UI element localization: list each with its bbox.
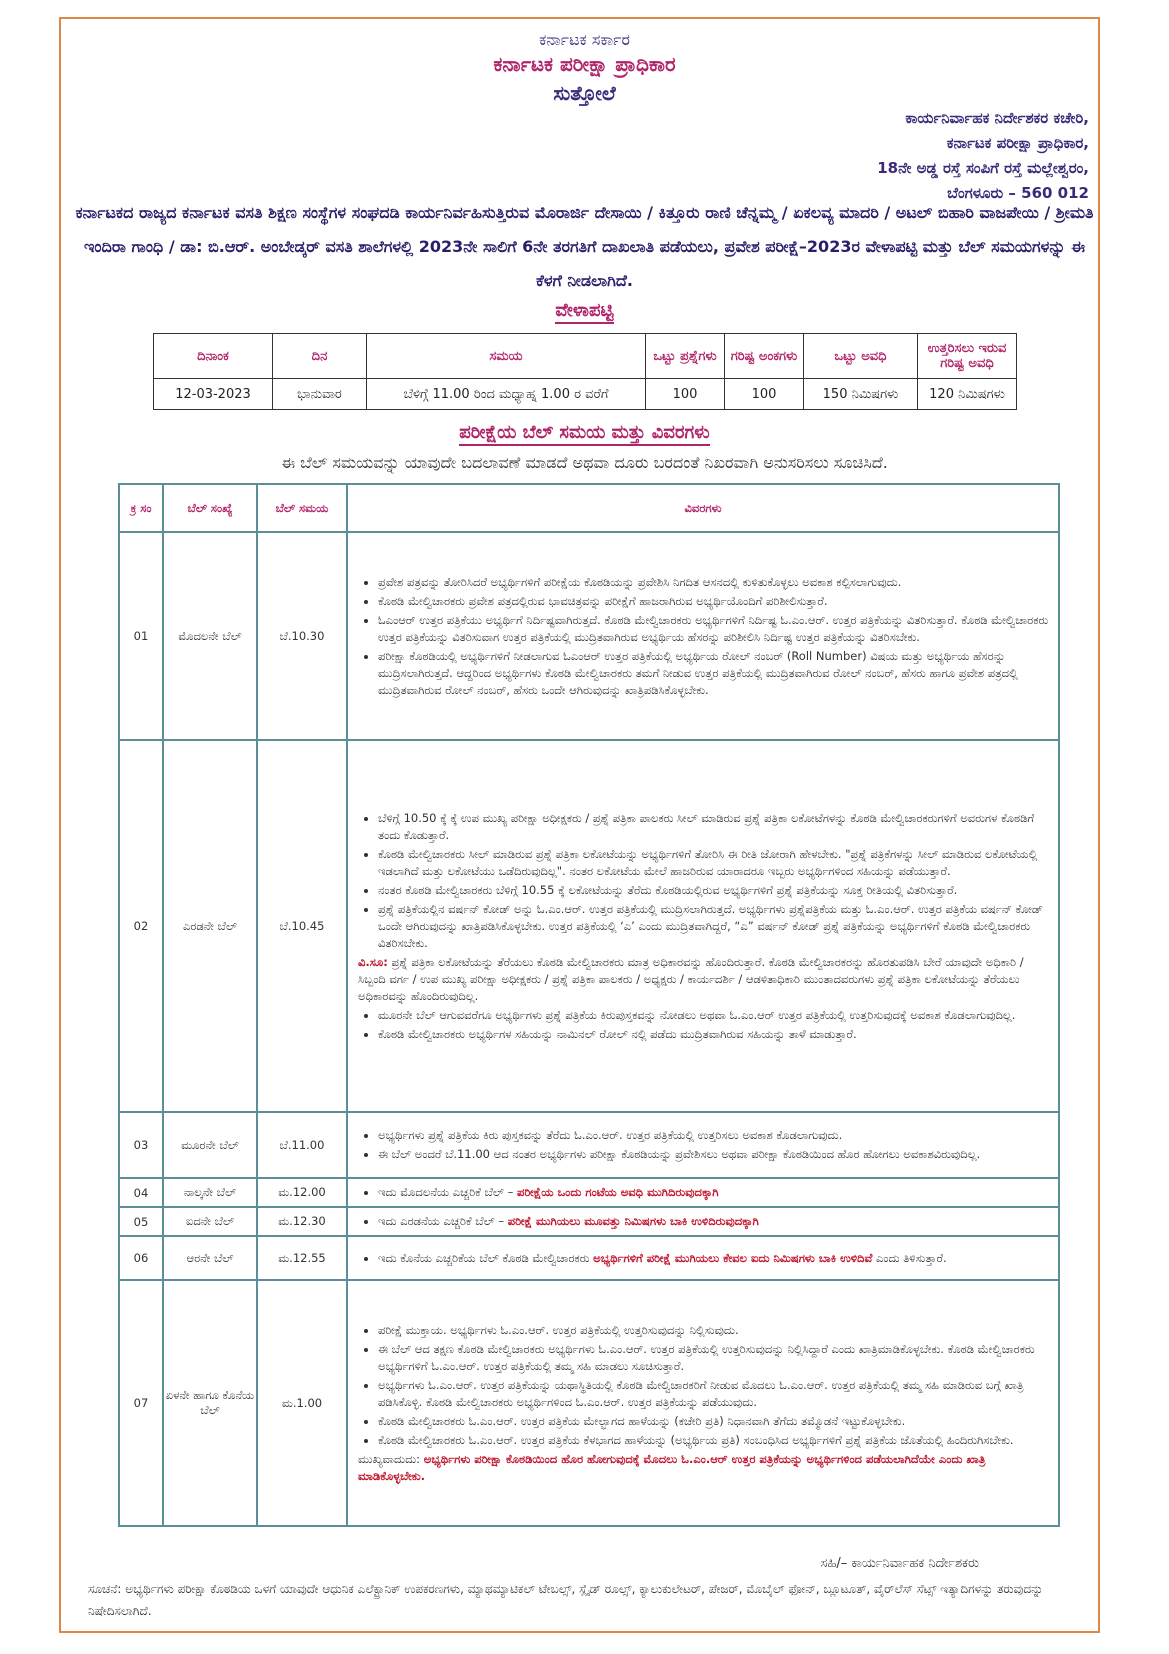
important-note <box>358 1451 1052 1485</box>
table-row <box>119 740 1059 1112</box>
cell-no: 07 <box>119 1280 163 1526</box>
address-line: 18ನೇ ಅಡ್ಡ ರಸ್ತೆ ಸಂಪಿಗೆ ರಸ್ತೆ ಮಲ್ಲೇಶ್ವರಂ, <box>877 159 1089 177</box>
office-address <box>877 106 1089 206</box>
cell-details <box>347 1280 1059 1526</box>
authority-name: ಕರ್ನಾಟಕ ಪರೀಕ್ಷಾ ಪ್ರಾಧಿಕಾರ <box>493 52 676 76</box>
list-item: • ಪರೀಕ್ಷಾ ಕೊಠಡಿಯಲ್ಲಿ ಅಭ್ಯರ್ಥಿಗಳಿಗೆ ನೀಡಲಾಗುವ ಓಎಂಆರ್ ಉತ್ತರ ಪತ್ರಿಕೆಯಲ್ಲಿ ಅಭ್ಯರ್ಥಿಯ ರೋಲ್ ನಂಬರ್ (Roll Number) ವಿಷಯ ಮತ್ತು ಅಭ್ಯರ್ಥಿಯ ಹೆಸರನ್ನು ಮುದ್ರಿಸಲಾಗಿರುತ್ತದೆ. ಆದ್ದರಿಂದ ಅಭ್ಯರ್ಥಿಗಳು ಕೊಠಡಿ ಮೇಲ್ವಿಚಾರಕರು ತಮಗೆ ನೀಡುವ ಉತ್ತರ ಪತ್ರಿಕೆಯಲ್ಲಿ ಮುದ್ರಿತವಾಗಿರುವ ರೋಲ್ ನಂಬರ್, ಹೆಸರು ಹಾಗೂ ಪ್ರವೇಶ ಪತ್ರದಲ್ಲಿ ಮುದ್ರಿತವಾಗಿರುವ ರೋಲ್ ನಂಬರ್, ಹೆಸರು ಒಂದೇ ಆಗಿರುವುದನ್ನು ಖಾತ್ರಿಪಡಿಸಿಕೊಳ್ಳಬೇಕು. <box>378 648 1052 699</box>
cell-day: ಭಾನುವಾರ <box>273 379 367 410</box>
list-item: • ಮೂರನೇ ಬೆಲ್ ಆಗುವವರೆಗೂ ಅಭ್ಯರ್ಥಿಗಳು ಪ್ರಶ್ನೆ ಪತ್ರಿಕೆಯ ಕಿರುಪುಸ್ತಕವನ್ನು ನೋಡಲು ಅಥವಾ ಓ.ಎಂ.ಆರ್ ಉತ್ತರ ಪತ್ರಿಕೆಯಲ್ಲಿ ಉತ್ತರಿಸುವುದಕ್ಕೆ ಅವಕಾಶ ಕೊಡಲಾಗುವುದಿಲ್ಲ. <box>378 1007 1052 1024</box>
cell-bell: ಏಳನೇ ಹಾಗೂ ಕೊನೆಯ ಬೆಲ್ <box>163 1280 257 1526</box>
alert-text: ಪರೀಕ್ಷೆಯ ಒಂದು ಗಂಟೆಯ ಅವಧಿ ಮುಗಿದಿರುವುದಕ್ಕಾಗಿ <box>517 1185 719 1199</box>
special-note <box>358 954 1052 1005</box>
cell-no: 04 <box>119 1178 163 1207</box>
list-item: • ಕೊಠಡಿ ಮೇಲ್ವಿಚಾರಕರು ಸೀಲ್ ಮಾಡಿರುವ ಪ್ರಶ್ನೆ ಪತ್ರಿಕಾ ಲಕೋಟೆಯನ್ನು ಅಭ್ಯರ್ಥಿಗಳಿಗೆ ತೋರಿಸಿ ಈ ರೀತಿ ಜೋರಾಗಿ ಹೇಳಬೇಕು. "ಪ್ರಶ್ನೆ ಪತ್ರಿಕೆಗಳನ್ನು ಸೀಲ್ ಮಾಡಿರುವ ಲಕೋಟೆಯಲ್ಲಿ ಇಡಲಾಗಿದೆ ಮತ್ತು ಲಕೋಟೆಯು ಒಡೆದಿರುವುದಿಲ್ಲ". ನಂತರ ಲಕೋಟೆಯ ಮೇಲೆ ಹಾಜರಿರುವ ಯಾರಾದರೂ ಇಬ್ಬರು ಅಭ್ಯರ್ಥಿಗಳಿಂದ ಸಹಿಯನ್ನು ಪಡೆಯುತ್ತಾರೆ. <box>378 846 1052 880</box>
table-row <box>154 379 1017 410</box>
list-item: • ಈ ಬೆಲ್ ಆದ ತಕ್ಷಣ ಕೊಠಡಿ ಮೇಲ್ವಿಚಾರಕರು ಅಭ್ಯರ್ಥಿಗಳು ಓ.ಎಂ.ಆರ್. ಉತ್ತರ ಪತ್ರಿಕೆಯಲ್ಲಿ ಉತ್ತರಿಸುವುದನ್ನು ನಿಲ್ಲಿಸಿದ್ದಾರೆ ಎಂದು ಖಾತ್ರಿಮಾಡಿಕೊಳ್ಳಬೇಕು. ಕೊಠಡಿ ಮೇಲ್ವಿಚಾರಕರು ಅಭ್ಯರ್ಥಿಗಳಿಗೆ ಓ.ಎಂ.ಆರ್. ಉತ್ತರ ಪತ್ರಿಕೆಯಲ್ಲಿ ತಮ್ಮ ಸಹಿ ಮಾಡಲು ಸೂಚಿಸುತ್ತಾರೆ. <box>378 1341 1052 1375</box>
table-row <box>119 532 1059 740</box>
table-row <box>119 1112 1059 1178</box>
col-header: ದಿನಾಂಕ <box>154 334 273 379</box>
list-item: • ಕೊಠಡಿ ಮೇಲ್ವಿಚಾರಕರು ಅಭ್ಯರ್ಥಿಗಳ ಸಹಿಯನ್ನು ನಾಮಿನಲ್ ರೋಲ್ ನಲ್ಲಿ ಪಡೆದು ಮುದ್ರಿತವಾಗಿರುವ ಸಹಿಯನ್ನು ತಾಳೆ ಮಾಡುತ್ತಾರೆ. <box>378 1026 1052 1043</box>
cell-bell: ಆರನೇ ಬೆಲ್ <box>163 1236 257 1280</box>
list-item: • ಬೆಳಿಗ್ಗೆ 10.50 ಕ್ಕೆ ಕ್ಕೆ ಉಪ ಮುಖ್ಯ ಪರೀಕ್ಷಾ ಅಧೀಕ್ಷಕರು / ಪ್ರಶ್ನೆ ಪತ್ರಿಕಾ ಪಾಲಕರು ಸೀಲ್ ಮಾಡಿರುವ ಪ್ರಶ್ನೆ ಪತ್ರಿಕಾ ಲಕೋಟೆಗಳನ್ನು ಕೊಠಡಿ ಮೇಲ್ವಿಚಾರಕರುಗಳಿಗೆ ಅವರುಗಳ ಕೊಠಡಿಗೆ ತಂದು ಕೊಡುತ್ತಾರೆ. <box>378 810 1052 844</box>
cell-questions: 100 <box>646 379 725 410</box>
important-text: ಅಭ್ಯರ್ಥಿಗಳು ಪರೀಕ್ಷಾ ಕೊಠಡಿಯಿಂದ ಹೊರ ಹೋಗುವುದಕ್ಕೆ ಮೊದಲು ಓ.ಎಂ.ಆರ್ ಉತ್ತರ ಪತ್ರಿಕೆಯನ್ನು ಅಭ್ಯರ್ಥಿಗಳಿಂದ ಪಡೆಯಲಾಗಿದೆಯೇ ಎಂದು ಖಾತ್ರಿ ಮಾಡಿಕೊಳ್ಳಬೇಕು. <box>358 1451 986 1483</box>
address-line: ಕಾರ್ಯನಿರ್ವಾಹಕ ನಿರ್ದೇಶಕರ ಕಚೇರಿ, <box>905 109 1089 127</box>
bell-table <box>118 483 1060 1527</box>
circular-title: ಸುತ್ತೋಲೆ <box>553 81 616 105</box>
list-item: • ಕೊಠಡಿ ಮೇಲ್ವಿಚಾರಕರು ಓ.ಎಂ.ಆರ್. ಉತ್ತರ ಪತ್ರಿಕೆಯ ಕೆಳಭಾಗದ ಹಾಳೆಯನ್ನು (ಅಭ್ಯರ್ಥಿಯ ಪ್ರತಿ) ಸಂಬಂಧಿಸಿದ ಅಭ್ಯರ್ಥಿಗಳಿಗೆ ಪ್ರಶ್ನೆ ಪತ್ರಿಕೆಯ ಜೊತೆಯಲ್ಲಿ ಹಿಂದಿರುಗಿಸಬೇಕು. <box>378 1432 1052 1449</box>
table-row <box>119 1178 1059 1207</box>
list-item: • ನಂತರ ಕೊಠಡಿ ಮೇಲ್ವಿಚಾರಕರು ಬೆಳಿಗ್ಗೆ 10.55 ಕ್ಕೆ ಲಕೋಟೆಯನ್ನು ತೆರೆದು ಕೊಠಡಿಯಲ್ಲಿರುವ ಅಭ್ಯರ್ಥಿಗಳಿಗೆ ಪ್ರಶ್ನೆ ಪತ್ರಿಕೆಯನ್ನು ಸೂಕ್ತ ರೀತಿಯಲ್ಲಿ ವಿತರಿಸುತ್ತಾರೆ. <box>378 882 1052 899</box>
cell-time: ಬೆ.11.00 <box>257 1112 347 1178</box>
bell-header-row <box>119 484 1059 532</box>
cell-details <box>347 740 1059 1112</box>
address-line: ಕರ್ನಾಟಕ ಪರೀಕ್ಷಾ ಪ್ರಾಧಿಕಾರ, <box>946 134 1089 152</box>
list-item: • ಪರೀಕ್ಷೆ ಮುಕ್ತಾಯ. ಅಭ್ಯರ್ಥಿಗಳು ಓ.ಎಂ.ಆರ್. ಉತ್ತರ ಪತ್ರಿಕೆಯಲ್ಲಿ ಉತ್ತರಿಸುವುದನ್ನು ನಿಲ್ಲಿಸುವುದು. <box>378 1322 1052 1339</box>
cell-no: 06 <box>119 1236 163 1280</box>
bell-section-title: ಪರೀಕ್ಷೆಯ ಬೆಲ್ ಸಮಯ ಮತ್ತು ವಿವರಗಳು <box>0 422 1169 443</box>
cell-details <box>347 1112 1059 1178</box>
govt-name: ಕರ್ನಾಟಕ ಸರ್ಕಾರ <box>539 30 630 49</box>
cell-bell: ಐದನೇ ಬೆಲ್ <box>163 1207 257 1236</box>
cell-answer-duration: 120 ನಿಮಿಷಗಳು <box>918 379 1017 410</box>
bell-note: ಈ ಬೆಲ್ ಸಮಯವನ್ನು ಯಾವುದೇ ಬದಲಾವಣೆ ಮಾಡದೆ ಅಥವಾ ದೂರು ಬರದಂತೆ ನಿಖರವಾಗಿ ಅನುಸರಿಸಲು ಸೂಚಿಸಿದೆ. <box>281 453 888 472</box>
cell-time: ಮ.12.00 <box>257 1178 347 1207</box>
cell-details <box>347 532 1059 740</box>
cell-time: ಬೆ.10.45 <box>257 740 347 1112</box>
timetable-header-row <box>154 334 1017 379</box>
cell-bell: ಮೂರನೇ ಬೆಲ್ <box>163 1112 257 1178</box>
timetable-table <box>153 333 1017 410</box>
list-item: • ಓಎಂಆರ್ ಉತ್ತರ ಪತ್ರಿಕೆಯು ಅಭ್ಯರ್ಥಿಗೆ ನಿರ್ದಿಷ್ಟವಾಗಿರುತ್ತದೆ. ಕೊಠಡಿ ಮೇಲ್ವಿಚಾರಕರು ಅಭ್ಯರ್ಥಿಗಳಿಗೆ ನಿರ್ದಿಷ್ಟ ಓ.ಎಂ.ಆರ್. ಉತ್ತರ ಪತ್ರಿಕೆಯನ್ನು ವಿತರಿಸುತ್ತಾರೆ. ಕೊಠಡಿ ಮೇಲ್ವಿಚಾರಕರು ಉತ್ತರ ಪತ್ರಿಕೆಯನ್ನು ವಿತರಿಸುವಾಗ ಉತ್ತರ ಪತ್ರಿಕೆಯಲ್ಲಿ ಮುದ್ರಿತವಾಗಿರುವ ಅಭ್ಯರ್ಥಿಯ ಹೆಸರನ್ನು ಪರಿಶೀಲಿಸಿ ನಿರ್ದಿಷ್ಟ ಉತ್ತರ ಪತ್ರಿಕೆಯನ್ನು ವಿತರಿಸಬೇಕು. <box>378 612 1052 646</box>
list-item: • ಕೊಠಡಿ ಮೇಲ್ವಿಚಾರಕರು ಓ.ಎಂ.ಆರ್. ಉತ್ತರ ಪತ್ರಿಕೆಯ ಮೇಲ್ಭಾಗದ ಹಾಳೆಯನ್ನು (ಕಚೇರಿ ಪ್ರತಿ) ನಿಧಾನವಾಗಿ ತೆಗೆದು ತಮ್ಮೊಡನೆ ಇಟ್ಟುಕೊಳ್ಳಬೇಕು. <box>378 1413 1052 1430</box>
important-label: ಮುಖ್ಯವಾದುದು: <box>358 1451 421 1466</box>
cell-bell: ನಾಲ್ಕನೇ ಬೆಲ್ <box>163 1178 257 1207</box>
col-header: ಸಮಯ <box>367 334 646 379</box>
col-header: ಬೆಲ್ ಸಂಖ್ಯೆ <box>163 484 257 532</box>
cell-no: 02 <box>119 740 163 1112</box>
col-header: ಒಟ್ಟು ಪ್ರಶ್ನೆಗಳು <box>646 334 725 379</box>
footer-note: ಸೂಚನೆ: ಅಭ್ಯರ್ಥಿಗಳು ಪರೀಕ್ಷಾ ಕೊಠಡಿಯ ಒಳಗೆ ಯಾವುದೇ ಆಧುನಿಕ ಎಲೆಕ್ಟ್ರಾನಿಕ್ ಉಪಕರಣಗಳು, ಮ್ಯಾಥಮ್ಯಾಟಿಕಲ್ ಟೇಬಲ್ಸ್, ಸ್ಲೈಡ್ ರೂಲ್ಸ್, ಕ್ಯಾಲುಕುಲೇಟರ್, ಪೇಜರ್, ಮೊಬೈಲ್ ಫೋನ್, ಬ್ಲೂಟೂತ್, ವೈರ್‌ಲೆಸ್ ಸೆಟ್ಸ್ ಇತ್ಯಾದಿಗಳನ್ನು ತರುವುದನ್ನು ನಿಷೇದಿಸಲಾಗಿದೆ. <box>88 1582 1044 1618</box>
list-item: • ಈ ಬೆಲ್ ಅಂದರೆ ಬೆ.11.00 ಆದ ನಂತರ ಅಭ್ಯರ್ಥಿಗಳು ಪರೀಕ್ಷಾ ಕೊಠಡಿಯನ್ನು ಪ್ರವೇಶಿಸಲು ಅಥವಾ ಪರೀಕ್ಷಾ ಕೊಠಡಿಯಿಂದ ಹೊರ ಹೋಗಲು ಅವಕಾಶವಿರುವುದಿಲ್ಲ. <box>378 1146 1052 1163</box>
cell-time: ಮ.12.55 <box>257 1236 347 1280</box>
col-header: ಉತ್ತರಿಸಲು ಇರುವ ಗರಿಷ್ಟ ಅವಧಿ <box>918 334 1017 379</box>
timetable-title: ವೇಳಾಪಟ್ಟಿ <box>0 300 1169 321</box>
cell-no: 01 <box>119 532 163 740</box>
cell-total-duration: 150 ನಿಮಿಷಗಳು <box>804 379 918 410</box>
col-header: ಕ್ರ ಸಂ <box>119 484 163 532</box>
special-label: ವಿ.ಸೂ: <box>358 954 388 969</box>
cell-time: ಬೆಳಿಗ್ಗೆ 11.00 ರಿಂದ ಮಧ್ಯಾಹ್ನ 1.00 ರ ವರೆಗೆ <box>367 379 646 410</box>
table-row <box>119 1280 1059 1526</box>
cell-marks: 100 <box>725 379 804 410</box>
cell-time: ಬೆ.10.30 <box>257 532 347 740</box>
list-item: • ಪ್ರಶ್ನೆ ಪತ್ರಿಕೆಯಲ್ಲಿನ ವರ್ಷನ್ ಕೋಡ್ ಅನ್ನು ಓ.ಎಂ.ಆರ್. ಉತ್ತರ ಪತ್ರಿಕೆಯಲ್ಲಿ ಮುದ್ರಿಸಲಾಗಿರುತ್ತದೆ. ಅಭ್ಯರ್ಥಿಗಳು ಪ್ರಶ್ನೆಪತ್ರಿಕೆಯ ಮತ್ತು ಓ.ಎಂ.ಆರ್. ಉತ್ತರ ಪತ್ರಿಕೆಯ ವರ್ಷನ್ ಕೋಡ್ ಒಂದೇ ಆಗಿರುವುದನ್ನು ಖಾತ್ರಿಪಡಿಸಿಕೊಳ್ಳಬೇಕು. ಉತ್ತರ ಪತ್ರಿಕೆಯಲ್ಲಿ ‘ಎ’ ಎಂದು ಮುದ್ರಿತವಾಗಿದ್ದರೆ, “ಎ” ವರ್ಷನ್ ಕೋಡ್ ಪ್ರಶ್ನೆ ಪತ್ರಿಕೆಯನ್ನು ಅಭ್ಯರ್ಥಿಗಳಿಗೆ ಕೊಠಡಿ ಮೇಲ್ವಿಚಾರಕರು ವಿತರಿಸಬೇಕು. <box>378 901 1052 952</box>
list-item: • ಅಭ್ಯರ್ಥಿಗಳು ಓ.ಎಂ.ಆರ್. ಉತ್ತರ ಪತ್ರಿಕೆಯನ್ನು ಯಥಾಸ್ಥಿತಿಯಲ್ಲಿ ಕೊಠಡಿ ಮೇಲ್ವಿಚಾರಕರಿಗೆ ನೀಡುವ ಮೊದಲು ಓ.ಎಂ.ಆರ್. ಉತ್ತರ ಪತ್ರಿಕೆಯಲ್ಲಿ ತಮ್ಮ ಸಹಿ ಮಾಡಿರುವ ಬಗ್ಗೆ ಖಾತ್ರಿ ಪಡಿಸಿಕೊಳ್ಳಿ. ಕೊಠಡಿ ಮೇಲ್ವಿಚಾರಕರು ಅಭ್ಯರ್ಥಿಗಳಿಂದ ಓ.ಎಂ.ಆರ್. ಉತ್ತರ ಪತ್ರಿಕೆಯನ್ನು ಪಡೆಯುವುದು. <box>378 1377 1052 1411</box>
intro-paragraph: ಕರ್ನಾಟಕದ ರಾಜ್ಯದ ಕರ್ನಾಟಕ ವಸತಿ ಶಿಕ್ಷಣ ಸಂಸ್ಥೆಗಳ ಸಂಘದಡಿ ಕಾರ್ಯನಿರ್ವಹಿಸುತ್ತಿರುವ ಮೊರಾರ್ಜಿ ದೇಸಾಯಿ / ಕಿತ್ತೂರು ರಾಣಿ ಚೆನ್ನಮ್ಮ / ಏಕಲವ್ಯ ಮಾದರಿ / ಅಟಲ್ ಬಿಹಾರಿ ವಾಜಪೇಯಿ / ಶ್ರೀಮತಿ ಇಂದಿರಾ ಗಾಂಧಿ / ಡಾ: ಬಿ.ಆರ್. ಅಂಬೇಡ್ಕರ್ ವಸತಿ ಶಾಲೆಗಳಲ್ಲಿ 2023ನೇ ಸಾಲಿಗೆ 6ನೇ ತರಗತಿಗೆ ದಾಖಲಾತಿ ಪಡೆಯಲು, ಪ್ರವೇಶ ಪರೀಕ್ಷೆ–2023ರ ವೇಳಾಪಟ್ಟಿ ಮತ್ತು ಬೆಲ್ ಸಮಯಗಳನ್ನು ಈ ಕೆಳಗೆ ನೀಡಲಾಗಿದೆ. <box>75 203 1094 290</box>
list-item: • ಕೊಠಡಿ ಮೇಲ್ವಿಚಾರಕರು ಪ್ರವೇಶ ಪತ್ರದಲ್ಲಿರುವ ಭಾವಚಿತ್ರವನ್ನು ಪರೀಕ್ಷೆಗೆ ಹಾಜರಾಗಿರುವ ಅಭ್ಯರ್ಥಿಯೊಂದಿಗೆ ಪರಿಶೀಲಿಸುತ್ತಾರೆ. <box>378 593 1052 610</box>
list-item: • ಇದು ಮೊದಲನೆಯ ಎಚ್ಚರಿಕೆ ಬೆಲ್ – ಪರೀಕ್ಷೆಯ ಒಂದು ಗಂಟೆಯ ಅವಧಿ ಮುಗಿದಿರುವುದಕ್ಕಾಗಿ <box>378 1184 1052 1201</box>
alert-text: ಅಭ್ಯರ್ಥಿಗಳಿಗೆ ಪರೀಕ್ಷೆ ಮುಗಿಯಲು ಕೇವಲ ಐದು ನಿಮಿಷಗಳು ಬಾಕಿ ಉಳಿದಿವೆ <box>593 1250 873 1265</box>
col-header: ಗರಿಷ್ಟ ಅಂಕಗಳು <box>725 334 804 379</box>
cell-no: 05 <box>119 1207 163 1236</box>
cell-details <box>347 1207 1059 1236</box>
col-header: ವಿವರಗಳು <box>347 484 1059 532</box>
list-item: • ಅಭ್ಯರ್ಥಿಗಳು ಪ್ರಶ್ನೆ ಪತ್ರಿಕೆಯ ಕಿರು ಪುಸ್ತಕವನ್ನು ತೆರೆದು ಓ.ಎಂ.ಆರ್. ಉತ್ತರ ಪತ್ರಿಕೆಯಲ್ಲಿ ಉತ್ತರಿಸಲು ಅವಕಾಶ ಕೊಡಲಾಗುವುದು. <box>378 1127 1052 1144</box>
signature: ಸಹಿ/– ಕಾರ್ಯನಿರ್ವಾಹಕ ನಿರ್ದೇಶಕರು <box>820 1556 979 1571</box>
col-header: ಒಟ್ಟು ಅವಧಿ <box>804 334 918 379</box>
address-line: ಬೆಂಗಳೂರು – 560 012 <box>947 184 1089 202</box>
cell-date: 12-03-2023 <box>154 379 273 410</box>
list-item: • ಪ್ರವೇಶ ಪತ್ರವನ್ನು ತೋರಿಸಿದರೆ ಅಭ್ಯರ್ಥಿಗಳಿಗೆ ಪರೀಕ್ಷೆಯ ಕೊಠಡಿಯನ್ನು ಪ್ರವೇಶಿಸಿ ನಿಗದಿತ ಆಸನದಲ್ಲಿ ಕುಳಿತುಕೊಳ್ಳಲು ಅವಕಾಶ ಕಲ್ಪಿಸಲಾಗುವುದು. <box>378 574 1052 591</box>
col-header: ದಿನ <box>273 334 367 379</box>
table-row <box>119 1207 1059 1236</box>
cell-bell: ಮೊದಲನೇ ಬೆಲ್ <box>163 532 257 740</box>
cell-details <box>347 1236 1059 1280</box>
cell-bell: ಎರಡನೇ ಬೆಲ್ <box>163 740 257 1112</box>
list-item: • ಇದು ಎರಡನೆಯ ಎಚ್ಚರಿಕೆ ಬೆಲ್ – ಪರೀಕ್ಷೆ ಮುಗಿಯಲು ಮೂವತ್ತು ನಿಮಿಷಗಳು ಬಾಕಿ ಉಳಿದಿರುವುದಕ್ಕಾಗಿ <box>378 1213 1052 1230</box>
special-text: ಪ್ರಶ್ನೆ ಪತ್ರಿಕಾ ಲಕೋಟೆಯನ್ನು ತೆರೆಯಲು ಕೊಠಡಿ ಮೇಲ್ವಿಚಾರಕರು ಮಾತ್ರ ಅಧಿಕಾರವನ್ನು ಹೊಂದಿರುತ್ತಾರೆ. ಕೊಠಡಿ ಮೇಲ್ವಿಚಾರಕರನ್ನು ಹೊರತುಪಡಿಸಿ ಬೇರೆ ಯಾವುದೇ ಅಧಿಕಾರಿ / ಸಿಬ್ಬಂದಿ ವರ್ಗ / ಉಪ ಮುಖ್ಯ ಪರೀಕ್ಷಾ ಅಧೀಕ್ಷಕರು / ಪ್ರಶ್ನೆ ಪತ್ರಿಕಾ ಪಾಲಕರು / ಅಧ್ಯಕ್ಷರು / ಕಾರ್ಯದರ್ಶಿ / ಆಡಳಿತಾಧಿಕಾರಿ ಮುಂತಾದವರುಗಳು ಪ್ರಶ್ನೆ ಪತ್ರಿಕಾ ಲಕೋಟೆಯನ್ನು ತೆರೆಯಲು ಅಧಿಕಾರವನ್ನು ಹೊಂದಿರುವುದಿಲ್ಲ. <box>358 954 1024 1003</box>
table-row <box>119 1236 1059 1280</box>
cell-no: 03 <box>119 1112 163 1178</box>
col-header: ಬೆಲ್ ಸಮಯ <box>257 484 347 532</box>
cell-details <box>347 1178 1059 1207</box>
cell-time: ಮ.12.30 <box>257 1207 347 1236</box>
list-item: • ಇದು ಕೊನೆಯ ಎಚ್ಚರಿಕೆಯ ಬೆಲ್ ಕೊಠಡಿ ಮೇಲ್ವಿಚಾರಕರು ಅಭ್ಯರ್ಥಿಗಳಿಗೆ ಪರೀಕ್ಷೆ ಮುಗಿಯಲು ಕೇವಲ ಐದು ನಿಮಿಷಗಳು ಬಾಕಿ ಉಳಿದಿವೆ ಎಂದು ತಿಳಿಸುತ್ತಾರೆ. <box>378 1250 1052 1267</box>
alert-text: ಪರೀಕ್ಷೆ ಮುಗಿಯಲು ಮೂವತ್ತು ನಿಮಿಷಗಳು ಬಾಕಿ ಉಳಿದಿರುವುದಕ್ಕಾಗಿ <box>507 1214 759 1228</box>
cell-time: ಮ.1.00 <box>257 1280 347 1526</box>
